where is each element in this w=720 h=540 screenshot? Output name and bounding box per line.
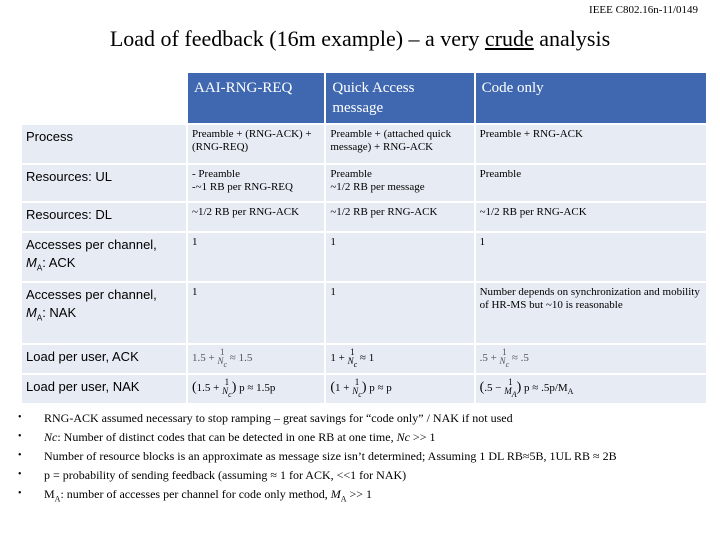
formula-cell	[476, 375, 706, 403]
table-row	[22, 345, 706, 373]
row-label-subscript: A	[36, 313, 43, 323]
formula-cell	[188, 375, 324, 403]
table-cell: 1	[476, 233, 706, 281]
header-corner	[22, 73, 186, 123]
column-header: Quick Access message	[326, 73, 473, 123]
row-label: Process	[22, 125, 186, 163]
formula-tail: p ≈ p	[369, 381, 392, 394]
open-paren: (	[192, 379, 197, 395]
row-label: Load per user, ACK	[22, 345, 186, 373]
row-label-variable: M	[26, 255, 37, 270]
formula-tail: p ≈ 1.5p	[239, 381, 276, 394]
fraction-denominator	[504, 387, 516, 399]
fraction-numerator: 1	[224, 377, 230, 387]
fraction-numerator: 1	[220, 347, 225, 357]
table-cell: Preamble + (attached quick message) + RNG-ACK	[326, 125, 473, 163]
list-item	[18, 448, 708, 464]
note-variable: Nc	[44, 430, 58, 444]
fraction-numerator: 1	[508, 377, 513, 387]
denominator-subscript: c	[228, 389, 232, 399]
table-row	[22, 375, 706, 403]
title-underlined-word: crude	[484, 26, 534, 51]
close-paren: )	[516, 379, 522, 395]
table-cell: 1	[188, 233, 324, 281]
row-label-main: Accesses per channel,	[26, 237, 157, 252]
denominator-variable: N	[347, 356, 354, 366]
denominator-subscript: c	[223, 359, 228, 369]
fraction-denominator	[500, 357, 510, 369]
formula-cell	[326, 375, 473, 403]
note-text: : Number of distinct codes that can be detected in one RB at one time,	[57, 430, 397, 444]
note-variable: Nc	[396, 430, 410, 444]
list-item	[18, 410, 708, 426]
table-row	[22, 233, 706, 281]
fraction-denominator	[348, 357, 358, 369]
note-text: >> 1	[409, 430, 436, 444]
table-cell: Preamble	[476, 165, 706, 201]
fraction	[217, 348, 227, 369]
formula-tail: ≈ 1.5	[229, 351, 253, 364]
table-row	[22, 283, 706, 343]
note-text: RNG-ACK assumed necessary to stop ramping – great savings for “code only” / NAK if not used	[44, 411, 513, 425]
table-row	[22, 203, 706, 231]
row-label: Load per user, NAK	[22, 375, 186, 403]
denominator-variable: N	[352, 386, 359, 396]
title-suffix: analysis	[533, 26, 611, 51]
fraction	[500, 348, 510, 369]
row-label	[22, 233, 186, 281]
fraction	[348, 348, 358, 369]
table-row	[22, 125, 706, 163]
note-text: >> 1	[346, 487, 373, 501]
bullet-icon: •	[18, 488, 22, 499]
open-paren: (	[330, 379, 336, 395]
formula-tail: ≈ 1	[359, 351, 375, 364]
table-cell: Number depends on synchronization and mobility of HR-MS but ~10 is reasonable	[476, 283, 706, 343]
note-variable: M	[44, 487, 55, 501]
formula-lead: 1.5 +	[192, 351, 215, 364]
notes-list	[18, 410, 708, 510]
bullet-icon: •	[18, 469, 22, 480]
title-prefix: Load of feedback (16m example) – a very	[109, 26, 485, 51]
row-label	[22, 283, 186, 343]
row-label-tail: : NAK	[42, 305, 77, 320]
denominator-subscript: c	[505, 359, 510, 369]
note-variable: M	[330, 487, 341, 501]
table-cell: 1	[188, 283, 324, 343]
formula-lead: 1 +	[335, 381, 350, 394]
table-cell: Preamble + (RNG-ACK) + (RNG-REQ)	[188, 125, 324, 163]
fraction-numerator: 1	[354, 377, 360, 387]
fraction-denominator	[222, 387, 232, 399]
open-paren: (	[479, 379, 485, 395]
comparison-table	[20, 71, 708, 405]
formula-cell	[326, 345, 473, 373]
list-item	[18, 486, 708, 507]
row-label-tail: : ACK	[42, 255, 76, 270]
note-text: Number of resource blocks is an approximate as message size isn’t determined; Assuming 1 DL RB≈5B, 1UL RB ≈ 2B	[44, 449, 617, 463]
fraction	[504, 378, 516, 399]
formula-tail: p ≈ .5p/M	[524, 381, 568, 394]
fraction-numerator: 1	[350, 347, 355, 357]
note-subscript: A	[340, 494, 347, 504]
bullet-icon: •	[18, 450, 22, 461]
table-cell: Preamble ~1/2 RB per message	[326, 165, 473, 201]
formula-cell	[188, 345, 324, 373]
bullet-icon: •	[18, 431, 22, 442]
fraction-denominator	[352, 387, 362, 399]
table-cell: ~1/2 RB per RNG-ACK	[188, 203, 324, 231]
denominator-variable: N	[499, 356, 506, 366]
table-row	[22, 165, 706, 201]
table-cell: 1	[326, 283, 473, 343]
column-header: AAI-RNG-REQ	[188, 73, 324, 123]
fraction-numerator: 1	[502, 347, 507, 357]
table-cell: ~1/2 RB per RNG-ACK	[476, 203, 706, 231]
list-item	[18, 467, 708, 483]
denominator-variable: N	[217, 356, 224, 366]
note-text: : number of accesses per channel for code only method,	[60, 487, 331, 501]
denominator-variable: M	[504, 386, 512, 396]
formula-lead: .5 +	[479, 351, 497, 364]
bullet-icon: •	[18, 412, 22, 423]
row-label: Resources: DL	[22, 203, 186, 231]
denominator-variable: N	[222, 386, 229, 396]
formula-tail-subscript: A	[567, 387, 574, 397]
table-cell: ~1/2 RB per RNG-ACK	[326, 203, 473, 231]
document-id: IEEE C802.16n-11/0149	[589, 4, 698, 16]
row-label-subscript: A	[36, 263, 43, 273]
note-subscript: A	[54, 494, 61, 504]
close-paren: )	[361, 379, 367, 395]
formula-tail: ≈ .5	[511, 351, 529, 364]
list-item	[18, 429, 708, 445]
close-paren: )	[231, 379, 237, 395]
column-header: Code only	[476, 73, 706, 123]
slide-title	[0, 26, 720, 52]
fraction	[352, 378, 362, 399]
row-label-main: Accesses per channel,	[26, 287, 157, 302]
formula-cell	[476, 345, 706, 373]
row-label: Resources: UL	[22, 165, 186, 201]
denominator-subscript: A	[511, 389, 517, 399]
fraction	[222, 378, 232, 399]
table-cell: - Preamble -~1 RB per RNG-REQ	[188, 165, 324, 201]
table-cell: Preamble + RNG-ACK	[476, 125, 706, 163]
formula-lead: 1.5 +	[196, 381, 220, 394]
denominator-subscript: c	[358, 389, 362, 399]
row-label-variable: M	[26, 305, 37, 320]
note-text: p = probability of sending feedback (assuming ≈ 1 for ACK, <<1 for NAK)	[44, 468, 407, 482]
formula-lead: 1 +	[330, 351, 345, 364]
fraction-denominator	[217, 357, 227, 369]
table-cell: 1	[326, 233, 473, 281]
formula-lead: .5 −	[484, 381, 502, 394]
table-header-row	[22, 73, 706, 123]
denominator-subscript: c	[353, 359, 358, 369]
